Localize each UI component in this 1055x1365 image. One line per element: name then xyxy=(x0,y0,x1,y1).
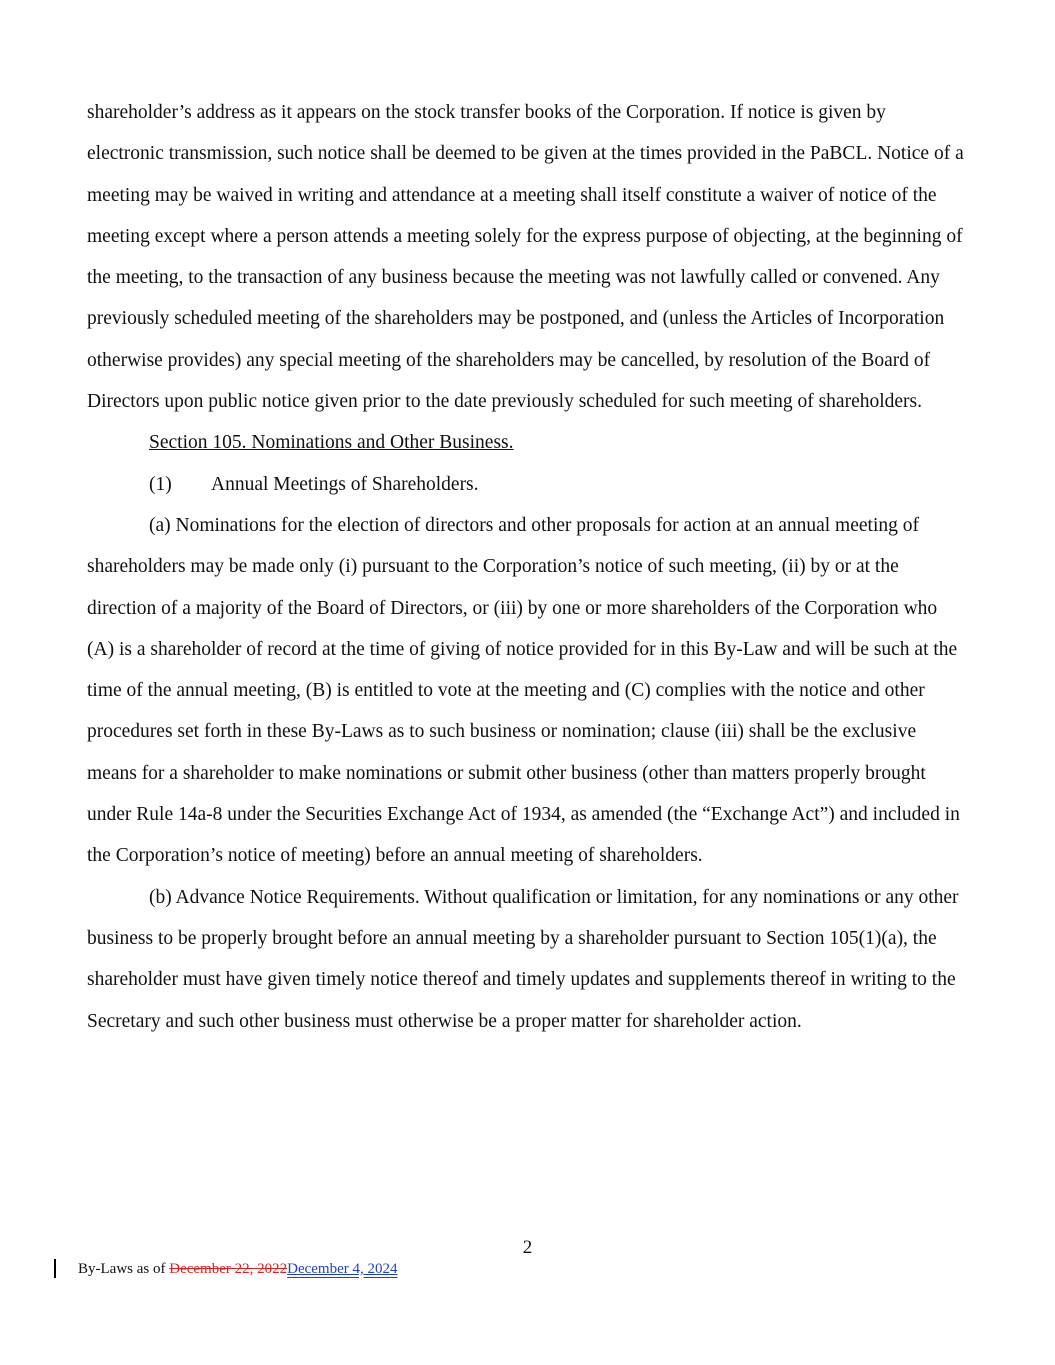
revision-change-bar xyxy=(54,1259,56,1278)
paragraph-notice-continued: shareholder’s address as it appears on the stock transfer books of the Corporation. If notice is given by electronic transmission, such notice shall be deemed to be given at the times provided in the PaBCL. Notice of a meeting may be waived in writing and attendance at a meeting shall itself constitute a waiver of notice of the meeting except where a person attends a meeting solely for the express purpose of objecting, at the beginning of the meeting, to the transaction of any business because the meeting was not lawfully called or convened. Any previously scheduled meeting of the shareholders may be postponed, and (unless the Articles of Incorporation otherwise provides) any special meeting of the shareholders may be cancelled, by resolution of the Board of Directors upon public notice given prior to the date previously scheduled for such meeting of shareholders. xyxy=(87,102,964,413)
section-105-heading: Section 105. Nominations and Other Business. xyxy=(149,432,514,454)
footer-inserted-date: December 4, 2024 xyxy=(287,1261,398,1277)
subsection-number: (1) xyxy=(149,473,172,495)
footer-deleted-date: December 22, 2022 xyxy=(169,1261,288,1277)
footer-prefix: By-Laws as of xyxy=(78,1261,170,1277)
section-heading-paragraph xyxy=(87,422,967,463)
paragraph-b-advance-notice: (b) Advance Notice Requirements. Without qualification or limitation, for any nominations or any other business to be properly brought before an annual meeting by a shareholder pursuant to Section 105(1)(a), the shareholder must have given timely notice thereof and timely updates and supplements thereof in writing to the Secretary and such other business must otherwise be a proper matter for shareholder action. xyxy=(87,886,959,1032)
paragraph-a-nominations: (a) Nominations for the election of directors and other proposals for action at an annual meeting of shareholders may be made only (i) pursuant to the Corporation’s notice of such meeting, (ii) by or at the direction of a majority of the Board of Directors, or (iii) by one or more shareholders of the Corporation who (A) is a shareholder of record at the time of giving of notice provided for in this By-Law and will be such at the time of the annual meeting, (B) is entitled to vote at the meeting and (C) complies with the notice and other procedures set forth in these By-Laws as to such business or nomination; clause (iii) shall be the exclusive means for a shareholder to make nominations or submit other business (other than matters properly brought under Rule 14a-8 under the Securities Exchange Act of 1934, as amended (the “Exchange Act”) and included in the Corporation’s notice of meeting) before an annual meeting of shareholders. xyxy=(87,514,960,867)
subsection-heading xyxy=(87,464,967,505)
footer xyxy=(78,1259,398,1279)
document-body xyxy=(87,92,967,1042)
subsection-title: Annual Meetings of Shareholders. xyxy=(211,473,479,495)
page-number: 2 xyxy=(522,1237,533,1258)
